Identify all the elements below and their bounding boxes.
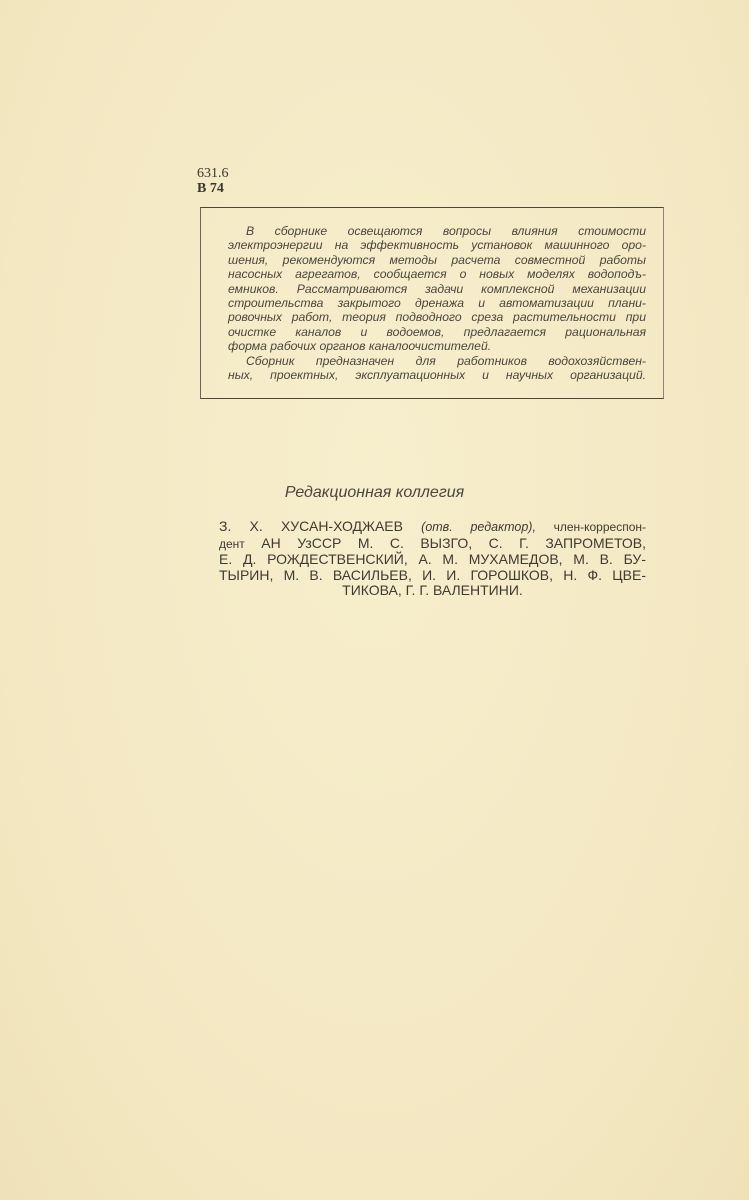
board-line (219, 536, 646, 553)
abstract-line: насосных агрегатов, сообщается о новых моделях водоподъ- (228, 267, 646, 282)
abstract-line: шения, рекомендуются методы расчета совместной работы (228, 252, 646, 267)
udc-code: 631.6 (197, 166, 229, 181)
board-line: ТЫРИН, М. В. ВАСИЛЬЕВ, И. И. ГОРОШКОВ, Н. Ф. ЦВЕ- (219, 566, 646, 583)
abstract-line: форма рабочих органов каналоочистителей. (228, 339, 492, 354)
abstract-line: В сборнике освещаются вопросы влияния стоимости (246, 224, 646, 238)
board-text: дент (219, 536, 245, 551)
library-code: В 74 (197, 181, 224, 196)
board-line: Е. Д. РОЖДЕСТВЕНСКИЙ, А. М. МУХАМЕДОВ, М. В. БУ- (219, 551, 646, 568)
abstract-line: Сборник предназначен для работников водохозяйствен- (246, 353, 646, 368)
board-line (219, 519, 646, 536)
editorial-board-title: Редакционная коллегия (284, 484, 465, 501)
abstract-line: ных, проектных, эксплуатационных и научных организаций. (228, 368, 646, 383)
abstract-line: электроэнергии на эффективность установок машинного оро- (228, 238, 646, 253)
abstract-line: строительства закрытого дренажа и автоматизации плани- (228, 296, 646, 311)
chief-editor-title: член-корреспон- (535, 520, 646, 534)
udc-classification (197, 166, 229, 196)
chief-editor-role: (отв. редактор), (421, 520, 536, 534)
editorial-board-list (219, 519, 646, 599)
abstract-text (228, 224, 646, 382)
abstract-line: очистке каналов и водоемов, предлагается рациональная (228, 324, 646, 339)
abstract-line: емников. Рассматриваются задачи комплексной механизации (228, 281, 646, 296)
board-line: ТИКОВА, Г. Г. ВАЛЕНТИНИ. (342, 582, 523, 599)
abstract-line: ровочных работ, теория подводного среза растительности при (228, 310, 646, 325)
board-text: АН УзССР М. С. ВЫЗГО, С. Г. ЗАПРОМЕТОВ, (244, 534, 646, 551)
chief-editor-name: З. Х. ХУСАН-ХОДЖАЕВ (219, 518, 422, 534)
